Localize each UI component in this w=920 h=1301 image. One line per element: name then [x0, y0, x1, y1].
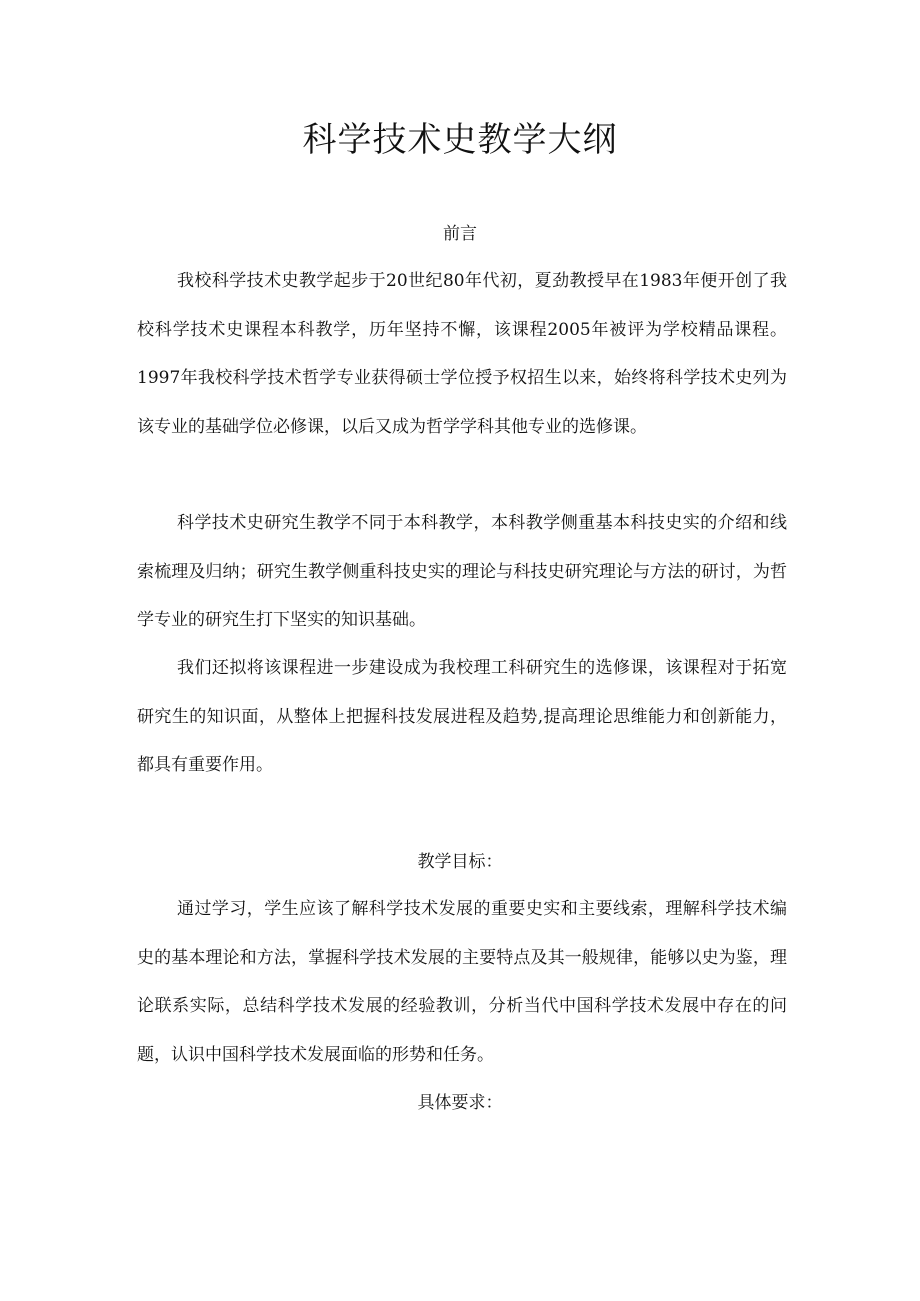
preface-heading: 前言	[443, 224, 477, 244]
requirements-heading: 具体要求：	[417, 1093, 503, 1113]
preface-paragraph-1: 我校科学技术史教学起步于20世纪80年代初，夏劲教授早在1983年便开创了我校科学技术史课程本科教学，历年坚持不懈，该课程2005年被评为学校精品课程。1997年我校科学技术哲学专业获得硕士学位授予权招生以来，始终将科学技术史列为该专业的基础学位必修课，以后又成为哲学学科其他专业的选修课。	[137, 271, 787, 437]
document-title: 科学技术史教学大纲	[302, 120, 618, 160]
objectives-heading: 教学目标：	[417, 852, 503, 872]
objectives-paragraph: 通过学习，学生应该了解科学技术发展的重要史实和主要线索，理解科学技术编史的基本理论和方法，掌握科学技术发展的主要特点及其一般规律，能够以史为鉴，理论联系实际，总结科学技术发展的经验教训，分析当代中国科学技术发展中存在的问题，认识中国科学技术发展面临的形势和任务。	[137, 899, 787, 1065]
preface-paragraph-3: 我们还拟将该课程进一步建设成为我校理工科研究生的选修课，该课程对于拓宽研究生的知识面，从整体上把握科技发展进程及趋势,提高理论思维能力和创新能力，都具有重要作用。	[137, 658, 787, 776]
preface-paragraph-2: 科学技术史研究生教学不同于本科教学，本科教学侧重基本科技史实的介绍和线索梳理及归纳；研究生教学侧重科技史实的理论与科技史研究理论与方法的研讨，为哲学专业的研究生打下坚实的知识基础。	[137, 513, 787, 631]
